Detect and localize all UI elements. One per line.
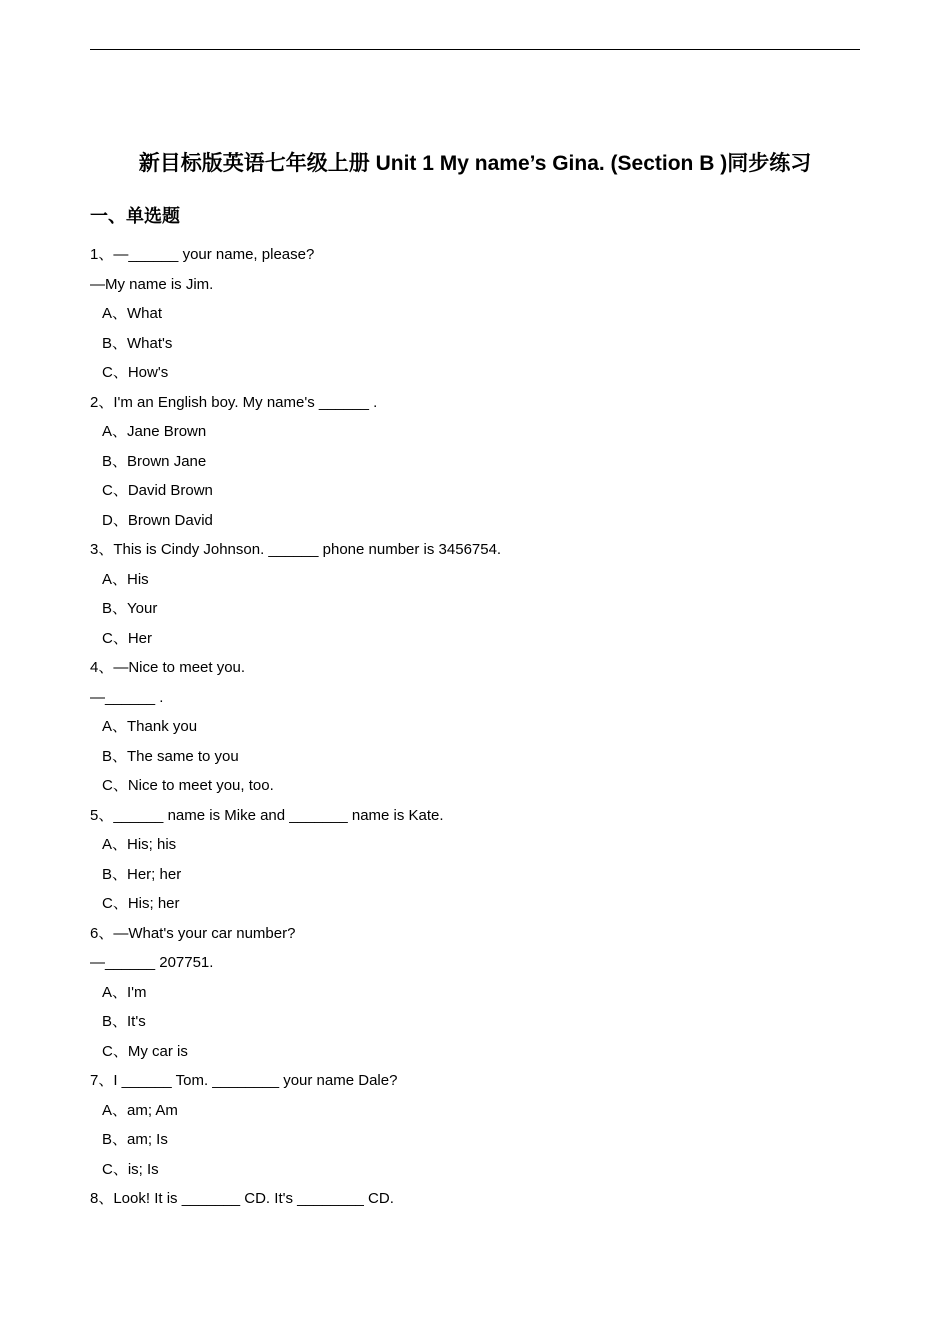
answer-option: A、What [102,305,163,322]
answer-option: A、His [102,570,149,588]
question-3 [90,535,860,653]
answer-option: C、How's [102,364,169,381]
answer-option: B、It's [102,1013,146,1030]
question-stem-line: 3、This is Cindy Johnson. ______ phone number is 3456754. [90,541,502,558]
answer-option: A、His; his [102,836,177,853]
question-1 [90,240,860,388]
question-8 [90,1184,860,1214]
question-2 [90,388,860,536]
question-6 [90,919,860,1067]
answer-option: B、Brown Jane [102,452,207,470]
question-4 [90,653,860,801]
question-stem-line: 4、—Nice to meet you. [90,659,246,676]
page-title: 新目标版英语七年级上册 Unit 1 My name’s Gina. (Section B )同步练习 [138,152,812,175]
question-stem-line: 5、______ name is Mike and _______ name is Kate. [90,806,444,824]
question-stem-line: —______ 207751. [90,954,214,971]
question-5 [90,801,860,919]
answer-option: B、The same to you [102,747,239,765]
answer-option: C、Her [102,629,153,647]
question-stem-line: —______ . [90,688,164,706]
answer-option: C、His; her [102,895,180,912]
question-list [90,240,860,1214]
question-stem-line: 1、—______ your name, please? [90,246,315,263]
answer-option: C、David Brown [102,482,213,499]
answer-option: C、is; Is [102,1160,159,1178]
answer-option: C、Nice to meet you, too. [102,777,274,794]
section-heading: 一、单选题 [90,206,180,226]
answer-option: A、Jane Brown [102,423,207,440]
answer-option: B、Her; her [102,865,182,883]
header-rule [90,49,860,50]
answer-option: D、Brown David [102,511,213,529]
answer-option: B、Your [102,600,158,617]
question-stem-line: —My name is Jim. [90,275,214,293]
answer-option: A、am; Am [102,1101,178,1119]
question-stem-line: 6、—What's your car number? [90,924,296,942]
answer-option: A、I'm [102,983,147,1001]
question-7 [90,1066,860,1184]
answer-option: B、What's [102,334,173,352]
answer-option: C、My car is [102,1042,188,1060]
question-stem-line: 2、I'm an English boy. My name's ______ . [90,393,378,411]
question-stem-line: 8、Look! It is _______ CD. It's ________ CD. [90,1190,394,1207]
answer-option: B、am; Is [102,1131,168,1148]
answer-option: A、Thank you [102,718,198,735]
question-stem-line: 7、I ______ Tom. ________ your name Dale? [90,1072,398,1089]
